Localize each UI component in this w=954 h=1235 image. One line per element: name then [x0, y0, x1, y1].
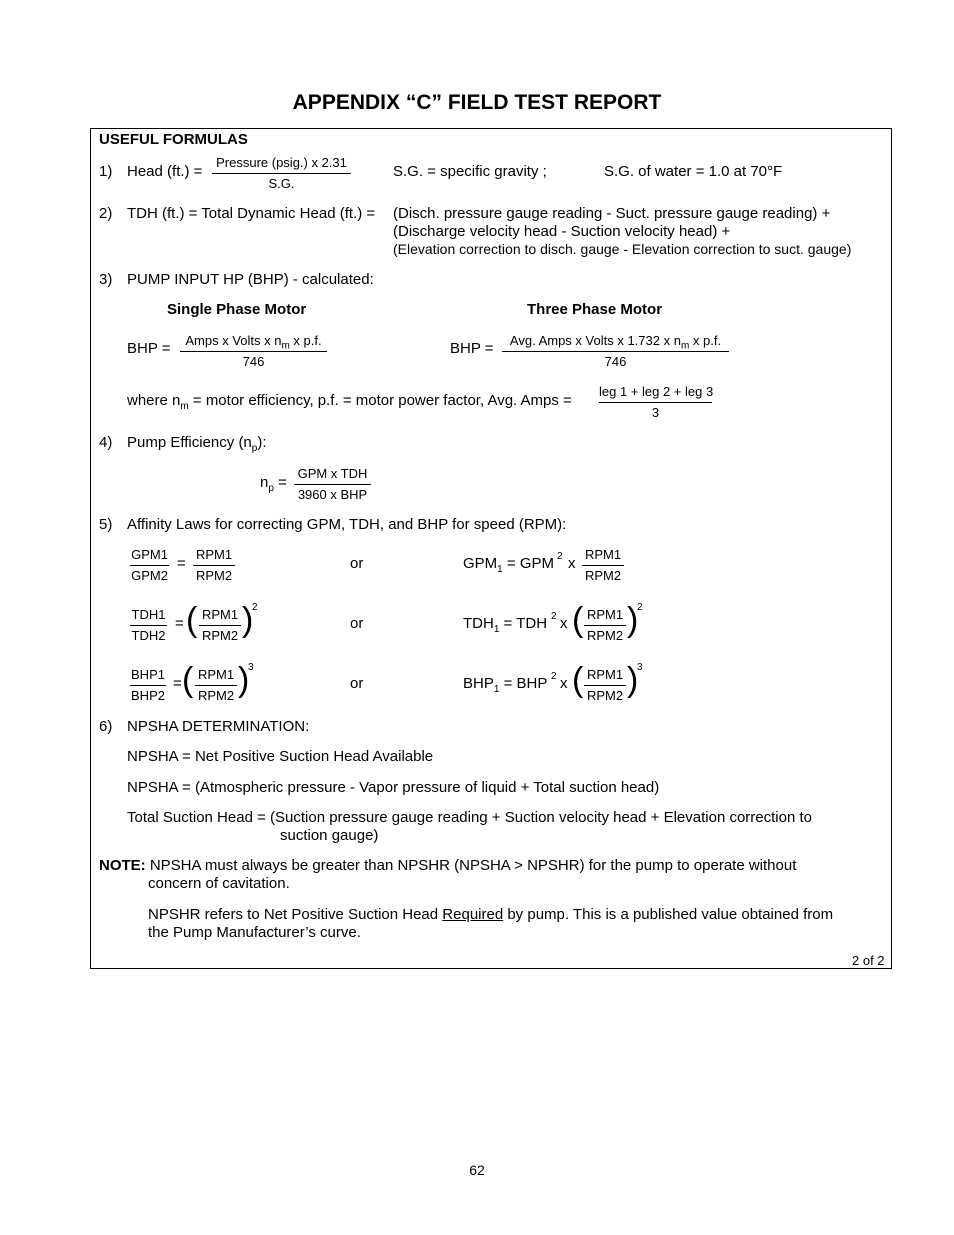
right-paren: ) [627, 661, 639, 699]
tdh-line-3: (Elevation correction to disch. gauge - Elevation correction to suct. gauge) [393, 241, 852, 257]
page-title: APPENDIX “C” FIELD TEST REPORT [292, 91, 662, 114]
equals-sign: = [173, 675, 182, 692]
bhp1: BHP1 [131, 667, 165, 682]
rpm-ratio [193, 547, 235, 583]
rpm2: RPM2 [201, 628, 239, 643]
left-paren: ( [572, 661, 584, 699]
box-page-indicator: 2 of 2 [852, 953, 885, 968]
rpm1: RPM1 [197, 667, 235, 682]
rpm-ratio [582, 547, 624, 583]
note-line-1: NOTE: NPSHA must always be greater than NPSHR (NPSHA > NPSHR) for the pump to operate without [99, 857, 797, 874]
right-paren: ) [242, 601, 254, 639]
rpm1: RPM1 [584, 547, 622, 562]
fraction-bar [199, 625, 241, 626]
fraction-bar [599, 402, 712, 403]
or-label: or [350, 675, 364, 692]
avg-amps-numerator: leg 1 + leg 2 + leg 3 [599, 384, 714, 399]
note-line-2: concern of cavitation. [148, 875, 290, 892]
head-denominator: S.G. [268, 176, 295, 191]
fraction-bar [130, 625, 167, 626]
exponent: 2 [551, 611, 557, 622]
left-paren: ( [186, 601, 198, 639]
rpm1: RPM1 [195, 547, 233, 562]
equals-sign: = [175, 615, 184, 632]
or-label: or [350, 555, 364, 572]
formula-4-number: 4) [99, 434, 113, 451]
fraction-bar [130, 565, 169, 566]
three-bhp-label: BHP = [450, 340, 494, 357]
single-phase-numerator: Amps x Volts x $n_m$ x p.f. [185, 333, 322, 352]
rpm-ratio [584, 607, 626, 643]
tdh-line-2: (Discharge velocity head - Suction velocity head) + [393, 223, 731, 240]
rpm2: RPM2 [584, 568, 622, 583]
npshr-line-1: NPSHR refers to Net Positive Suction Head Required by pump. This is a published value obtained from [148, 906, 834, 923]
head-numerator: Pressure (psig.) x 2.31 [216, 155, 347, 170]
times-sign: x [560, 615, 568, 632]
efficiency-denominator: 3960 x BHP [297, 487, 368, 502]
affinity-heading: Affinity Laws for correcting GPM, TDH, and BHP for speed (RPM): [127, 516, 567, 533]
avg-amps-fraction [599, 384, 712, 420]
npsha-definition: NPSHA = Net Positive Suction Head Available [127, 748, 434, 765]
fraction-bar [584, 625, 626, 626]
fraction-bar [502, 351, 729, 352]
tdh2: TDH2 [131, 628, 166, 643]
sg-definition: S.G. = specific gravity ; [393, 163, 547, 180]
tdh1: TDH1 [131, 607, 166, 622]
equals-sign: = [177, 555, 186, 572]
fraction-bar [582, 565, 624, 566]
total-suction-head-line-1: Total Suction Head = (Suction pressure gauge reading + Suction velocity head + Elevation correction to [127, 809, 812, 826]
fraction-bar [584, 685, 626, 686]
exponent: 3 [248, 662, 254, 673]
rpm2: RPM2 [197, 688, 235, 703]
npshr-line-2: the Pump Manufacturer’s curve. [148, 924, 361, 941]
section-heading: USEFUL FORMULAS [99, 131, 248, 148]
total-suction-head-line-2: suction gauge) [280, 827, 379, 844]
gpm2: GPM2 [131, 568, 168, 583]
single-phase-fraction [180, 333, 327, 369]
single-bhp-label: BHP = [127, 340, 171, 357]
bhp-ratio [130, 667, 166, 703]
fraction-bar [212, 173, 351, 174]
npsha-formula: NPSHA = (Atmospheric pressure - Vapor pressure of liquid + Total suction head) [127, 779, 660, 796]
fraction-bar [180, 351, 327, 352]
formula-3-number: 3) [99, 271, 113, 288]
rpm1: RPM1 [586, 667, 624, 682]
where-definitions: where $n_m$ = motor efficiency, p.f. = motor power factor, Avg. Amps = [127, 392, 572, 412]
exponent: 2 [637, 602, 643, 613]
right-paren: ) [627, 601, 639, 639]
fraction-bar [193, 565, 235, 566]
three-phase-denominator: 746 [604, 354, 627, 369]
rpm2: RPM2 [586, 628, 624, 643]
left-paren: ( [182, 661, 194, 699]
bhp-rhs: $BHP_1$ = BHP [463, 675, 548, 695]
head-fraction [212, 155, 351, 191]
times-sign: x [560, 675, 568, 692]
gpm-ratio [130, 547, 169, 583]
three-phase-numerator: Avg. Amps x Volts x 1.732 x $n_m$ x p.f. [509, 333, 722, 352]
left-paren: ( [572, 601, 584, 639]
formula-1-number: 1) [99, 163, 113, 180]
single-phase-denominator: 746 [242, 354, 265, 369]
three-phase-title: Three Phase Motor [527, 301, 663, 318]
rpm-ratio [584, 667, 626, 703]
tdh-rhs: $TDH_1$ = TDH [463, 615, 548, 635]
fraction-bar [294, 484, 371, 485]
rpm-ratio [195, 667, 237, 703]
page-number: 62 [469, 1162, 485, 1178]
fraction-bar [195, 685, 237, 686]
tdh-ratio [130, 607, 167, 643]
rpm1: RPM1 [201, 607, 239, 622]
tdh-label: TDH (ft.) = Total Dynamic Head (ft.) = [127, 205, 376, 222]
exponent: 2 [551, 671, 557, 682]
head-label: Head (ft.) = [127, 163, 203, 180]
formula-5-number: 5) [99, 516, 113, 533]
times-sign: x [568, 555, 576, 572]
rpm2: RPM2 [195, 568, 233, 583]
gpm1: GPM1 [131, 547, 168, 562]
bhp-heading: PUMP INPUT HP (BHP) - calculated: [127, 271, 374, 288]
avg-amps-denominator: 3 [651, 405, 660, 420]
exponent: 3 [637, 662, 643, 673]
right-paren: ) [238, 661, 250, 699]
efficiency-heading: Pump Efficiency $(n_p)$: [127, 434, 267, 454]
efficiency-label: $n_p$ = [260, 474, 287, 494]
single-phase-title: Single Phase Motor [167, 301, 307, 318]
or-label: or [350, 615, 364, 632]
efficiency-numerator: GPM x TDH [297, 466, 368, 481]
formula-6-number: 6) [99, 718, 113, 735]
gpm-rhs: $GPM_1$ = GPM [463, 555, 554, 575]
rpm2: RPM2 [586, 688, 624, 703]
formula-2-number: 2) [99, 205, 113, 222]
rpm1: RPM1 [586, 607, 624, 622]
npsha-heading: NPSHA DETERMINATION: [127, 718, 310, 735]
exponent: 2 [557, 551, 563, 562]
exponent: 2 [252, 602, 258, 613]
three-phase-fraction [502, 333, 729, 369]
rpm-ratio [199, 607, 241, 643]
sg-water: S.G. of water = 1.0 at 70°F [604, 163, 783, 180]
tdh-line-1: (Disch. pressure gauge reading - Suct. pressure gauge reading) + [393, 205, 831, 222]
efficiency-fraction [294, 466, 371, 502]
fraction-bar [130, 685, 166, 686]
bhp2: BHP2 [131, 688, 165, 703]
